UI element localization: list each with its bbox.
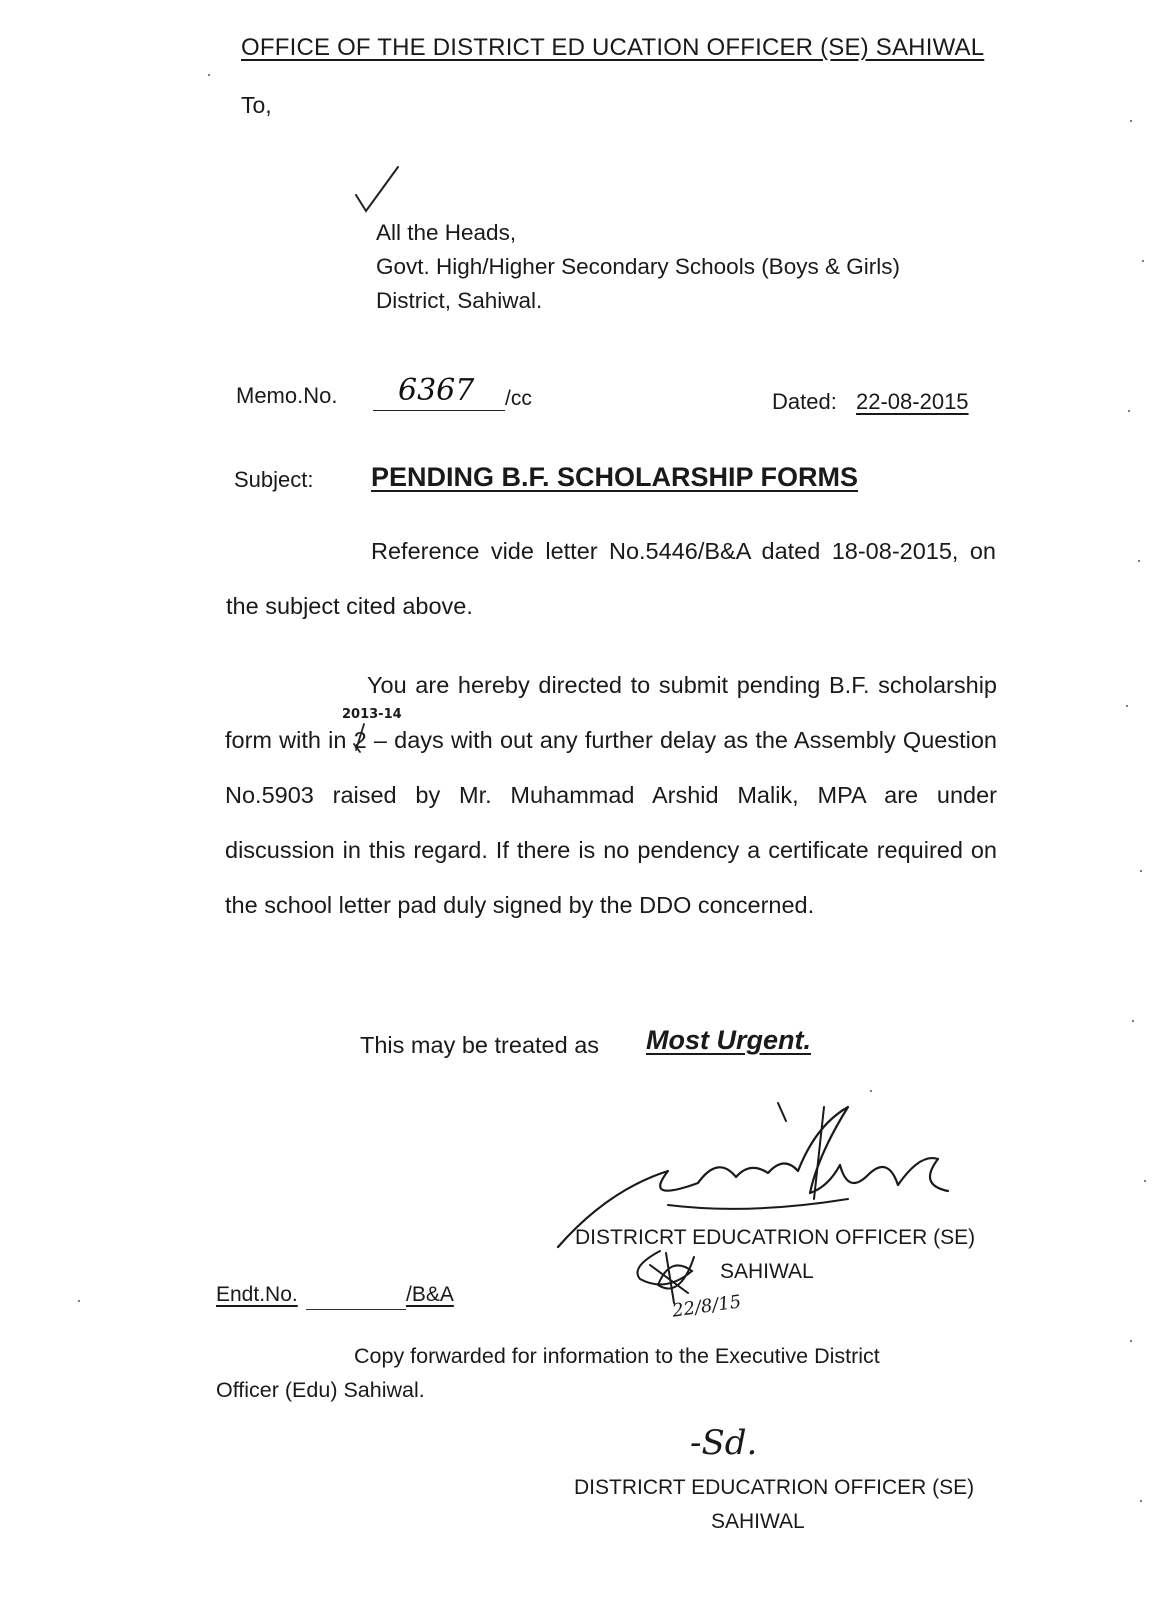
copy-line-2: Officer (Edu) Sahiwal. bbox=[216, 1378, 425, 1402]
memo-label: Memo.No. bbox=[236, 383, 338, 408]
memo-number: 6367 bbox=[398, 373, 475, 408]
handwritten-insert: 2013-14 bbox=[342, 707, 402, 722]
endorsement-blank-line bbox=[306, 1309, 406, 1310]
subject-label: Subject: bbox=[234, 467, 314, 492]
addressee-line-3: District, Sahiwal. bbox=[376, 288, 543, 313]
endorsement-signatory-title: DISTRICRT EDUCATRION OFFICER (SE) bbox=[574, 1476, 975, 1499]
caret-mark-icon bbox=[352, 722, 368, 754]
endorsement-signatory-place: SAHIWAL bbox=[711, 1510, 805, 1533]
signatory-place: SAHIWAL bbox=[720, 1260, 814, 1283]
copy-line-1: Copy forwarded for information to the Executive District bbox=[354, 1344, 880, 1368]
letterhead: OFFICE OF THE DISTRICT ED UCATION OFFICER (SE) SAHIWAL bbox=[241, 34, 985, 61]
addressee-line-2: Govt. High/Higher Secondary Schools (Boys & Girls) bbox=[376, 254, 900, 279]
addressee-line-1: All the Heads, bbox=[376, 220, 517, 245]
handwritten-date: 22/8/15 bbox=[670, 1291, 743, 1322]
checkmark-icon bbox=[352, 165, 402, 220]
urgency-emphasis: Most Urgent. bbox=[646, 1025, 811, 1055]
dated-label: Dated: bbox=[772, 389, 837, 414]
salutation: To, bbox=[241, 92, 272, 118]
memo-underline bbox=[373, 410, 505, 411]
dated-value: 22-08-2015 bbox=[856, 389, 969, 414]
paragraph-reference: Reference vide letter No.5446/B&A dated 18-08-2015, on the subject cited above. bbox=[226, 538, 996, 619]
signatory-title: DISTRICRT EDUCATRION OFFICER (SE) bbox=[575, 1226, 976, 1249]
endorsement-label: Endt.No. bbox=[216, 1283, 298, 1306]
addressee-block bbox=[376, 216, 900, 318]
paragraph-directive: You are hereby directed to submit pending B.F. scholarship form with in 2 – days with out any further delay as the Assembly Question No.5903 raised by Mr. Muhammad Arshid Malik, MPA are under discussion in this regard. If there is no pendency a certificate required on the school letter pad duly signed by the DDO concerned. bbox=[225, 672, 997, 918]
urgency-prefix: This may be treated as bbox=[360, 1032, 600, 1058]
sd-mark: -Sd. bbox=[690, 1423, 758, 1463]
subject-title: PENDING B.F. SCHOLARSHIP FORMS bbox=[371, 462, 859, 492]
endorsement-suffix: /B&A bbox=[406, 1283, 454, 1306]
memo-suffix: /cc bbox=[505, 387, 532, 410]
